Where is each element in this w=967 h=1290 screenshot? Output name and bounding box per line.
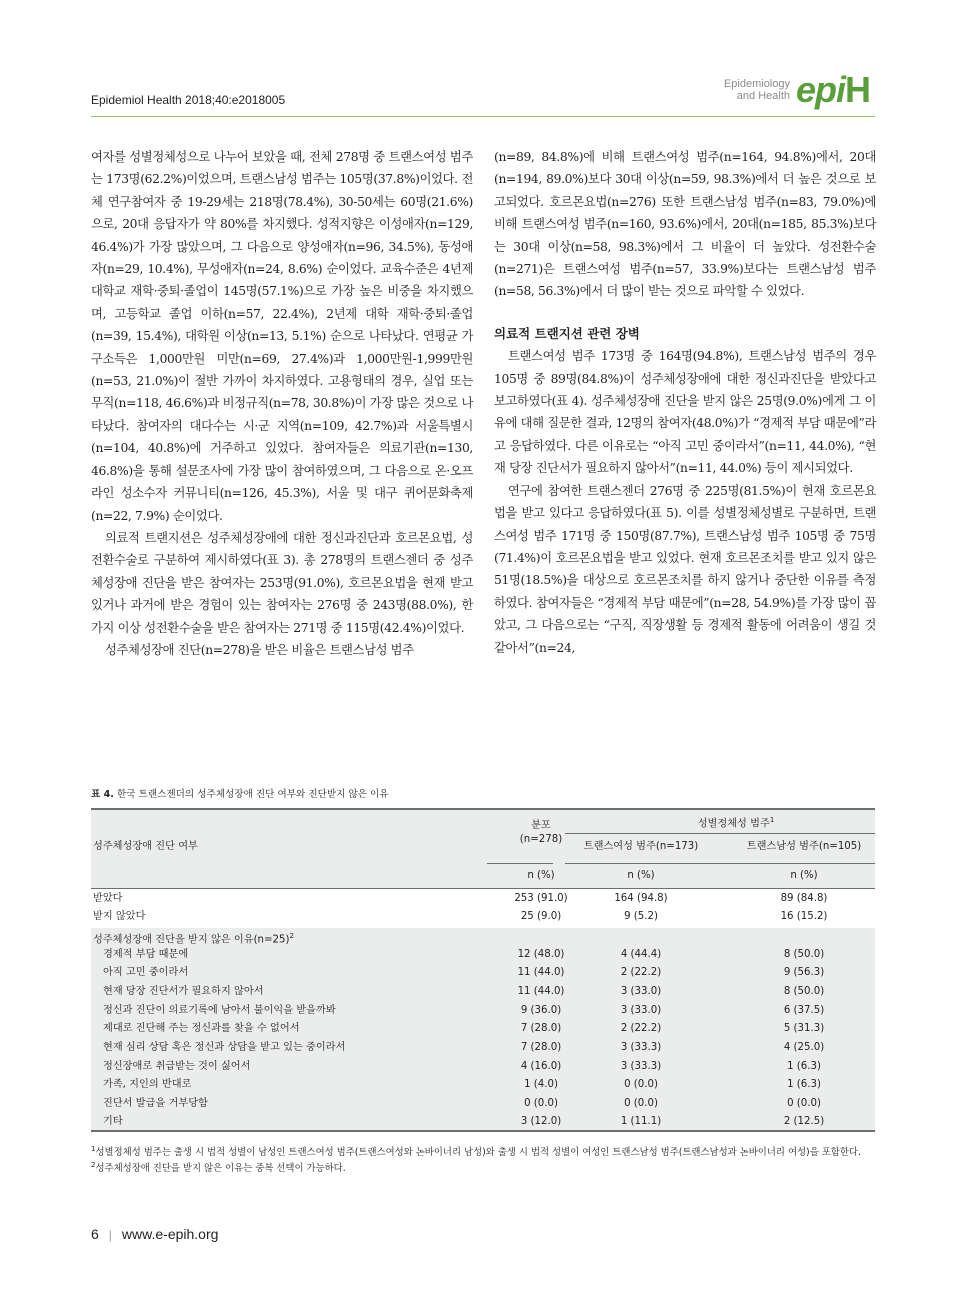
- left-paragraph-1: 여자를 성별정체성으로 나누어 보았을 때, 전체 278명 중 트랜스여성 범주는 173명(62.2%)이었으며, 트랜스남성 범주는 105명(37.8%)이었다. 전체 연구참여자 중 19-29세는 218명(78.4%), 30-50세는 60명(21.6%)으로, 20대 응답자가 약 80%를 차지했다. 성적지향은 이성애자(n=129, 46.4%)가 가장 많았으며, 그 다음으로 양성애자(n=96, 34.5%), 동성애자(n=29, 10.4%), 무성애자(n=24, 8.6%) 순이었다. 교육수준은 4년제 대학교 재학·중퇴·졸업이 145명(57.1%)으로 가장 높은 비중을 차지했으며, 고등학교 졸업 이하(n=57, 22.4%), 2년제 대학 재학·중퇴·졸업(n=39, 15.4%), 대학원 이상(n=13, 5.1%) 순으로 나타났다. 연평균 가구소득은 1,000만원 미만(n=69, 27.4%)과 1,000만원-1,999만원(n=53, 21.0%)이 절반 가까이 차지하였다. 고용형태의 경우, 실업 또는 무직(n=118, 46.6%)과 비정규직(n=78, 30.8%)이 가장 많은 것으로 나타났다. 참여자의 대다수는 시·군 지역(n=109, 42.7%)과 서울특별시(n=104, 40.8%)에 거주하고 있었다. 참여자들은 의료기관(n=130, 46.8%)을 통해 설문조사에 가장 많이 참여하였으며, 그 다음으로 온·오프라인 성소수자 커뮤니티(n=126, 45.3%), 서울 및 대구 퀴어문화축제(n=22, 7.9%) 순이었다.: [91, 150, 473, 523]
- table-cell-transmale: 1 (6.3): [787, 1061, 821, 1072]
- table-cell-transfemale: 3 (33.0): [620, 1005, 662, 1016]
- page-footer: [91, 1226, 218, 1242]
- table-cell-transfemale: 3 (33.3): [620, 1061, 662, 1072]
- table-cell-transmale: 89 (84.8): [780, 893, 828, 904]
- footnote-2-text: 성주체성장애 진단을 받지 않은 이유는 중복 선택이 가능하다.: [95, 1163, 346, 1175]
- section-heading: 의료적 트랜지션 관련 장벽: [494, 325, 640, 341]
- table-cell-dist: 7 (28.0): [520, 1042, 562, 1053]
- logo-line-1: Epidemiology: [723, 78, 790, 90]
- table-col-group-label: 성별정체성 범주: [697, 818, 770, 830]
- left-paragraph-3: 성주체성장애 진단(n=278)을 받은 비율은 트랜스남성 범주: [105, 642, 414, 657]
- left-column: [91, 146, 473, 661]
- table-reason-label: 현재 당장 진단서가 필요하지 않아서: [103, 986, 264, 997]
- table-reason-label: 정신장애로 취급받는 것이 싫어서: [103, 1061, 251, 1072]
- table-cell-transfemale: 2 (22.2): [620, 1023, 662, 1034]
- table-footnotes: [91, 1143, 875, 1176]
- table-units-rule: [91, 888, 875, 889]
- table-cell-transfemale: 9 (5.2): [624, 911, 658, 922]
- epih-logo: [796, 70, 870, 110]
- table-reason-label: 진단서 발급을 거부당함: [103, 1098, 208, 1109]
- table-reason-label: 아직 고민 중이라서: [103, 967, 189, 978]
- table-reason-label: 기타: [103, 1116, 123, 1127]
- table-cell-dist: 11 (44.0): [517, 986, 565, 997]
- table-reason-label: 경제적 부담 때문에: [103, 949, 189, 960]
- table-col-group-sup: 1: [769, 816, 775, 824]
- table-cell-transmale: 5 (31.3): [783, 1023, 825, 1034]
- table-cell-transfemale: 4 (44.4): [620, 949, 662, 960]
- table-reason-label: 현재 심리 상담 혹은 정신과 상담을 받고 있는 중이라서: [103, 1042, 346, 1053]
- table-cell-dist: 11 (44.0): [517, 967, 565, 978]
- table-unit-transmale: n (%): [790, 870, 818, 881]
- footnote-2: [91, 1159, 875, 1175]
- table-cell-transmale: 8 (50.0): [783, 949, 825, 960]
- table-col-dist-label: 분포: [531, 820, 551, 831]
- table-caption: [91, 786, 389, 800]
- footnote-1-mark: 1: [91, 1145, 96, 1153]
- footnote-1-text: 성별정체성 범주는 출생 시 법적 성별이 남성인 트랜스여성 범주(트랜스여성와 논바이너리 남성)와 출생 시 법적 성별이 여성인 트랜스남성 범주(트랜스남성과 논바이너리 여성)을 포함한다.: [95, 1147, 861, 1159]
- table-cell-transfemale: 164 (94.8): [614, 893, 668, 904]
- table-col-dist-n: (n=278): [519, 834, 563, 845]
- table-cell-transfemale: 0 (0.0): [624, 1098, 658, 1109]
- table-reasons-header: [93, 930, 294, 946]
- right-column: [494, 146, 876, 659]
- table-cell-dist: 0 (0.0): [524, 1098, 558, 1109]
- logo-mark-epi: epi: [796, 69, 846, 110]
- table-col-group: [651, 814, 821, 830]
- table-cell-transmale: 9 (56.3): [783, 967, 825, 978]
- table-cell-transmale: 16 (15.2): [780, 911, 828, 922]
- table-reason-label: 제대로 진단해 주는 정신과를 찾을 수 없어서: [103, 1023, 300, 1034]
- table-group-rule: [565, 833, 875, 834]
- table-cell-dist: 7 (28.0): [520, 1023, 562, 1034]
- table-cell-transmale: 1 (6.3): [787, 1079, 821, 1090]
- footnote-2-mark: 2: [91, 1161, 96, 1170]
- table-col-transfemale: 트랜스여성 범주(n=173): [583, 841, 699, 852]
- table-row-label: 받지 않았다: [93, 911, 146, 922]
- table-bottom-rule: [91, 1130, 875, 1132]
- table-dist-rule: [487, 863, 553, 864]
- table-unit-dist: n (%): [527, 870, 555, 881]
- table-cell-transfemale: 0 (0.0): [624, 1079, 658, 1090]
- table-4: [91, 808, 875, 1132]
- table-caption-text: 한국 트랜스젠더의 성주체성장애 진단 여부와 진단받지 않은 이유: [117, 789, 389, 800]
- header-divider: [91, 116, 875, 117]
- table-subgroup-rule: [565, 863, 875, 864]
- table-cell-dist: 253 (91.0): [514, 893, 568, 904]
- table-cell-transmale: 0 (0.0): [787, 1098, 821, 1109]
- page-number: 6: [91, 1226, 99, 1242]
- table-unit-transfemale: n (%): [627, 870, 655, 881]
- footer-separator: |: [108, 1228, 112, 1242]
- table-cell-transmale: 6 (37.5): [783, 1005, 825, 1016]
- footer-url[interactable]: www.e-epih.org: [121, 1226, 219, 1242]
- right-paragraph-3: 연구에 참여한 트랜스젠더 276명 중 225명(81.5%)이 현재 호르몬요법을 받고 있다고 응답하였다(표 5). 이를 성별정체성별로 구분하면, 트랜스여성 범주 171명 중 150명(87.7%), 트랜스남성 범주 105명 중 75명(71.4%)이 호르몬요법을 받고 있었다. 현재 호르몬조치를 받고 있지 않은 51명(18.5%)을 대상으로 호르몬조치를 하지 않거나 중단한 이유를 측정하였다. 참여자들은 “경제적 부담 때문에”(n=28, 54.9%)를 가장 많이 꼽았고, 그 다음으로는 “구직, 직장생활 등 경제적 활동에 어려움이 생길 것 같아서”(n=24,: [494, 483, 876, 655]
- right-paragraph-2: 트랜스여성 범주 173명 중 164명(94.8%), 트랜스남성 범주의 경우 105명 중 89명(84.8%)이 성주체성장애에 대한 정신과진단을 받았다고 보고하였다(표 4). 성주체성장애 진단을 받지 않은 25명(9.0%)에게 그 이유에 대해 질문한 결과, 12명의 참여자(48.0%)가 “경제적 부담 때문에”라고 응답하였다. 다른 이유로는 “아직 고민 중이라서”(n=11, 44.0%), “현재 당장 진단서가 필요하지 않아서”(n=11, 44.0%) 등이 제시되었다.: [494, 349, 876, 476]
- table-cell-transmale: 2 (12.5): [783, 1116, 825, 1127]
- table-caption-label: 표 4.: [91, 789, 114, 800]
- table-reasons-header-label: 성주체성장애 진단을 받지 않은 이유(n=25): [93, 934, 290, 946]
- footnote-1: [91, 1143, 875, 1159]
- table-cell-dist: 1 (4.0): [524, 1079, 558, 1090]
- table-cell-transmale: 8 (50.0): [783, 986, 825, 997]
- table-cell-dist: 9 (36.0): [520, 1005, 562, 1016]
- table-top-rule: [91, 808, 875, 810]
- table-row-header: 성주체성장애 진단 여부: [93, 841, 198, 852]
- table-col-transmale: 트랜스남성 범주(n=105): [746, 841, 862, 852]
- logo-line-2: and Health: [736, 90, 790, 102]
- table-reasons-header-sup: 2: [289, 932, 294, 940]
- table-cell-transfemale: 3 (33.3): [620, 1042, 662, 1053]
- table-row-label: 받았다: [93, 893, 123, 904]
- table-cell-transmale: 4 (25.0): [783, 1042, 825, 1053]
- table-cell-transfemale: 2 (22.2): [620, 967, 662, 978]
- table-cell-dist: 4 (16.0): [520, 1061, 562, 1072]
- left-paragraph-2: 의료적 트랜지션은 성주체성장애에 대한 정신과진단과 호르몬요법, 성전환수술로 구분하여 제시하였다(표 3). 총 278명의 트랜스젠더 중 성주체성장애 진단을 받은 참여자는 253명(91.0%), 호르몬요법을 현재 받고 있거나 과거에 받은 경험이 있는 참여자는 276명 중 243명(88.0%), 한 가지 이상 성전환수술을 받은 참여자는 271명 중 115명(42.4%)이었다.: [91, 530, 473, 635]
- table-reason-label: 정신과 진단이 의료기록에 남아서 불이익을 받을까봐: [103, 1005, 336, 1016]
- journal-logo-text: [700, 78, 790, 102]
- table-cell-dist: 25 (9.0): [520, 911, 562, 922]
- right-paragraph-1: (n=89, 84.8%)에 비해 트랜스여성 범주(n=164, 94.8%)에서, 20대(n=194, 89.0%)보다 30대 이상(n=59, 98.3%)에서 더 높은 것으로 보고되었다. 호르몬요법(n=276) 또한 트랜스남성 범주(n=83, 79.0%)에 비해 트랜스여성 범주(n=160, 93.6%)에서, 20대(n=185, 85.3%)보다는 30대 이상(n=58, 98.3%)에서 그 비율이 더 높았다. 성전환수술(n=271)은 트랜스여성 범주(n=57, 33.9%)보다는 트랜스남성 범주(n=58, 56.3%)에서 더 많이 받는 것으로 파악할 수 있었다.: [494, 150, 876, 299]
- table-reason-label: 가족, 지인의 반대로: [103, 1079, 192, 1090]
- table-cell-transfemale: 3 (33.0): [620, 986, 662, 997]
- table-cell-transfemale: 1 (11.1): [620, 1116, 662, 1127]
- table-cell-dist: 3 (12.0): [520, 1116, 562, 1127]
- logo-mark-h: H: [845, 69, 871, 110]
- table-cell-dist: 12 (48.0): [517, 949, 565, 960]
- running-head: Epidemiol Health 2018;40:e2018005: [91, 93, 286, 107]
